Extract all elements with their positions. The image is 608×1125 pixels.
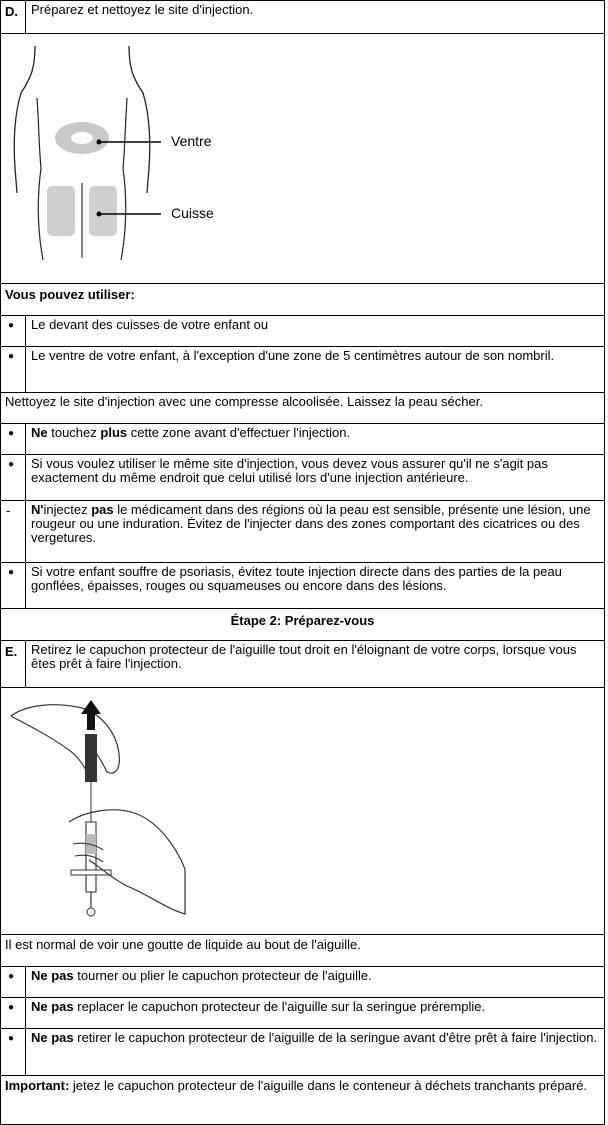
normal-row: [0, 934, 605, 966]
bullet-text: Si vous voulez utiliser le même site d'injection, vous devez vous assurer qu'il ne s'agit pas exactement du même endroit que celui utilisé lors d'une injection antérieure.: [31, 456, 548, 485]
bullet-icon: ●: [8, 567, 15, 578]
bullet-text: Ne touchez plus cette zone avant d'effectuer l'injection.: [31, 425, 351, 440]
step-2-title: Étape 2: Préparez-vous: [230, 613, 375, 628]
bullet-icon: ●: [8, 1033, 15, 1044]
step-e-letter: E.: [5, 644, 18, 659]
bullet-row: [0, 966, 605, 997]
bullet-row: [0, 454, 605, 500]
dash-marker: -: [6, 503, 11, 518]
label-thigh: Cuisse: [171, 205, 214, 221]
bullet-row: [0, 997, 605, 1028]
important-row: [0, 1075, 605, 1125]
bullet-icon: ●: [8, 459, 15, 470]
body-figure-row: [0, 33, 605, 283]
can-use-row: [0, 283, 605, 315]
bullet-text: Ne pas tourner ou plier le capuchon protecteur de l'aiguille.: [31, 968, 372, 983]
important-text: Important: jetez le capuchon protecteur de l'aiguille dans le conteneur à déchets tranchants préparé.: [5, 1078, 588, 1093]
bullet-text: Le ventre de votre enfant, à l'exception d'une zone de 5 centimètres autour de son nombril.: [31, 348, 555, 363]
clean-text: Nettoyez le site d'injection avec une compresse alcoolisée. Laissez la peau sécher.: [5, 394, 483, 409]
bullet-text: N'injectez pas le médicament dans des régions où la peau est sensible, présente une lésion, une rougeur ou une induration. Évitez de l'injecter dans des zones comportant des cicatrices ou des vergetures.: [31, 502, 591, 545]
body-diagram: [7, 38, 237, 268]
bullet-row: [0, 1028, 605, 1075]
bullet-row: [0, 423, 605, 454]
label-belly: Ventre: [171, 133, 212, 149]
can-use-heading: Vous pouvez utiliser:: [5, 287, 135, 302]
step-d-text: Préparez et nettoyez le site d'injection.: [31, 2, 254, 17]
bullet-icon: ●: [8, 320, 15, 331]
step-d-row: [0, 0, 605, 33]
step-e-row: [0, 640, 605, 687]
bullet-row: [0, 346, 605, 392]
step-2-row: [0, 608, 605, 640]
step-d-letter: D.: [5, 4, 18, 19]
bullet-row: [0, 500, 605, 562]
bullet-text: Si votre enfant souffre de psoriasis, évitez toute injection directe dans des parties de la peau gonflées, épaisses, rouges ou squameuses ou encore dans des lésions.: [31, 564, 562, 593]
bullet-text: Le devant des cuisses de votre enfant ou: [31, 317, 269, 332]
step-e-text: Retirez le capuchon protecteur de l'aiguille tout droit en l'éloignant de votre corps, lorsque vous êtes prêt à faire l'injection.: [31, 642, 577, 671]
bullet-text: Ne pas retirer le capuchon protecteur de l'aiguille de la seringue avant d'être prêt à faire l'injection.: [31, 1030, 598, 1045]
syringe-figure-row: [0, 687, 605, 934]
normal-text: Il est normal de voir une goutte de liquide au bout de l'aiguille.: [5, 937, 361, 952]
bullet-row: [0, 562, 605, 608]
clean-row: [0, 392, 605, 423]
bullet-row: [0, 315, 605, 346]
bullet-text: Ne pas replacer le capuchon protecteur de l'aiguille sur la seringue préremplie.: [31, 999, 486, 1014]
bullet-icon: ●: [8, 971, 15, 982]
bullet-icon: ●: [8, 1002, 15, 1013]
syringe-illustration: [7, 694, 197, 924]
bullet-icon: ●: [8, 428, 15, 439]
bullet-icon: ●: [8, 351, 15, 362]
